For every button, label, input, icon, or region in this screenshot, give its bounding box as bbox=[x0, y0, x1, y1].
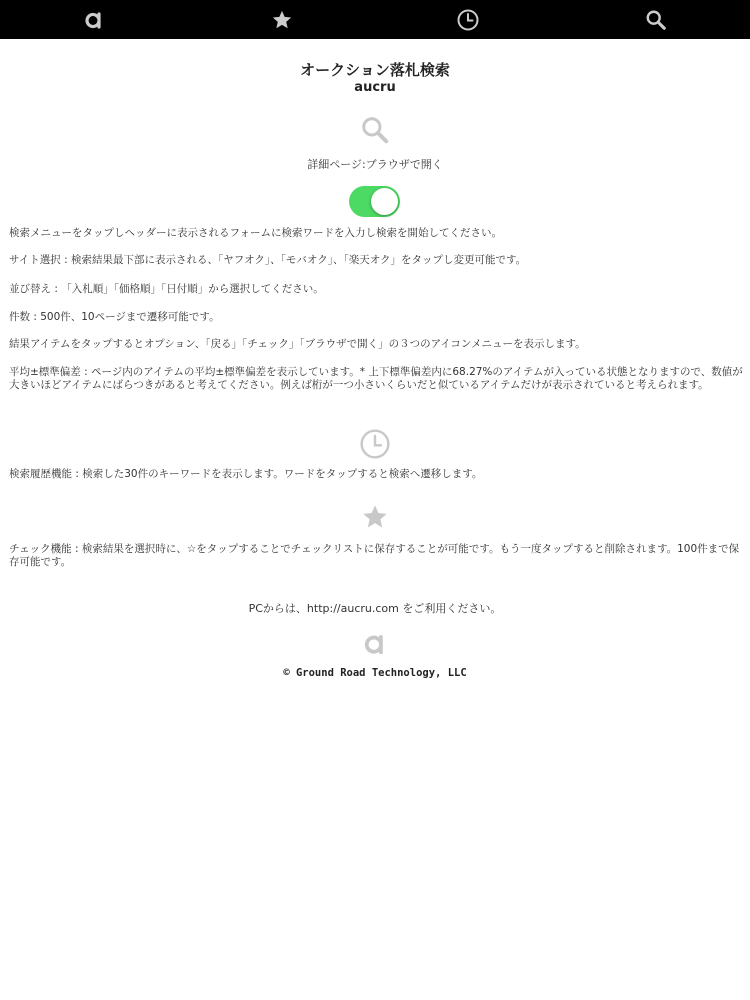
search-icon bbox=[360, 115, 390, 145]
history-section-icon bbox=[0, 428, 750, 460]
aucru-logo-icon bbox=[83, 9, 105, 31]
clock-icon bbox=[456, 8, 480, 32]
help-paragraph-history: 検索履歴機能 : 検索した30件のキーワードを表示します。ワードをタップすると検索へ遷移します。 bbox=[9, 468, 483, 480]
detail-browser-toggle[interactable] bbox=[349, 186, 400, 217]
help-paragraph-search: 検索メニューをタップしヘッダーに表示されるフォームに検索ワードを入力し検索を開始してください。 bbox=[9, 227, 502, 239]
star-icon bbox=[271, 9, 293, 31]
tab-history[interactable] bbox=[448, 0, 488, 39]
page-title: オークション落札検索 bbox=[300, 61, 450, 79]
help-paragraph-item-tap: 結果アイテムをタップするとオプション、「戻る」「チェック」「ブラウザで開く」の３つのアイコンメニューを表示します。 bbox=[9, 338, 586, 350]
aucru-logo-icon bbox=[362, 631, 388, 657]
help-paragraph-stddev: 平均±標準偏差 : ページ内のアイテムの平均±標準偏差を表示しています。* 上下標準偏差内に68.27%のアイテムが入っている状態となりますので、数値が大きいほどアイテムにばらつきがあると考えてください。例えば桁が一つ小さいくらいだと似ているアイテムだけが表示されていると考えられます。 bbox=[9, 366, 743, 391]
help-paragraph-sort: 並び替え : 「入札順」「価格順」「日付順」から選択してください。 bbox=[9, 283, 324, 295]
tab-search[interactable] bbox=[636, 0, 676, 39]
top-tab-bar bbox=[0, 0, 750, 39]
check-section-icon bbox=[0, 503, 750, 531]
search-section-icon bbox=[0, 115, 750, 145]
footer-logo bbox=[0, 631, 750, 657]
detail-toggle-label: 詳細ページ:ブラウザで開く bbox=[307, 158, 443, 171]
help-paragraph-count: 件数 : 500件、10ページまで遷移可能です。 bbox=[9, 311, 220, 323]
help-content bbox=[0, 39, 750, 1000]
search-icon bbox=[645, 9, 667, 31]
toggle-knob bbox=[371, 188, 398, 215]
help-paragraph-check: チェック機能 : 検索結果を選択時に、☆をタップすることでチェックリストに保存することが可能です。もう一度タップすると削除されます。100件まで保存可能です。 bbox=[9, 543, 740, 568]
tab-favorites[interactable] bbox=[262, 0, 302, 39]
star-icon bbox=[361, 503, 389, 531]
tab-home[interactable] bbox=[74, 0, 114, 39]
clock-icon bbox=[359, 428, 391, 460]
copyright-text: © Ground Road Technology, LLC bbox=[283, 667, 467, 679]
app-name: aucru bbox=[354, 80, 396, 95]
help-paragraph-site-select: サイト選択 : 検索結果最下部に表示される、「ヤフオク」、「モバオク」、「楽天オク」をタップし変更可能です。 bbox=[9, 254, 527, 266]
pc-site-notice: PCからは、http://aucru.com をご利用ください。 bbox=[248, 602, 502, 615]
